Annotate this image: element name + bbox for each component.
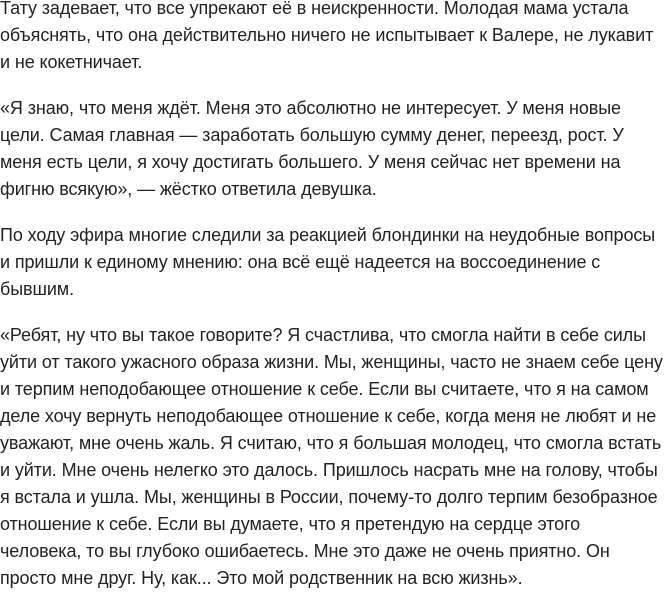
article-paragraph-1: Тату задевает, что все упрекают её в неискренности. Молодая мама устала объяснять, что она действительно ничего не испытывает к Валере, не лукавит и не кокетничает.: [0, 0, 654, 72]
article-paragraph-2: «Я знаю, что меня ждёт. Меня это абсолютно не интересует. У меня новые цели. Самая главная — заработать большую сумму денег, переезд, рост. У меня есть цели, я хочу достигать большего. У меня сейчас нет времени на фигню всякую», — жёстко ответила девушка.: [0, 98, 624, 199]
article-paragraph-4: «Ребят, ну что вы такое говорите? Я счастлива, что смогла найти в себе силы уйти от такого ужасного образа жизни. Мы, женщины, часто не знаем себе цену и терпим неподобающее отношение к себе. Если вы считаете, что я на самом деле хочу вернуть неподобающее отношение к себе, когда меня не любят и не уважают, мне очень жаль. Я считаю, что я большая молодец, что смогла встать и уйти. Мне очень нелегко это далось. Пришлось насрать мне на голову, чтобы я встала и ушла. Мы, женщины в России, почему-то долго терпим безобразное отношение к себе. Если вы думаете, что я претендую на сердце этого человека, то вы глубоко ошибаетесь. Мне это даже не очень приятно. Он просто мне друг. Ну, как... Это мой родственник на всю жизнь».: [0, 325, 663, 588]
article-paragraph-3: По ходу эфира многие следили за реакцией блондинки на неудобные вопросы и пришли к единому мнению: она всё ещё надеется на воссоединение с бывшим.: [0, 225, 656, 299]
